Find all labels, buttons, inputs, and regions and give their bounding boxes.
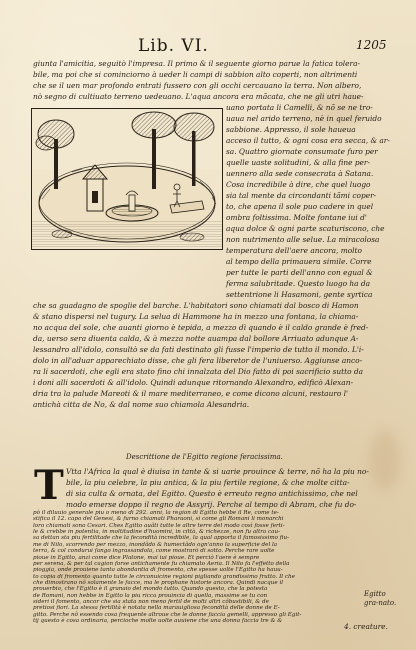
text-line: per tutte le parti dell'anno con egual &	[226, 268, 373, 277]
text-line: pretiosi fiori. La stessa fertilità è notata nella marauigliosa fecondità delle donne de E-	[33, 605, 280, 612]
text-line: pò il diluuio generale piu o meno di 292. anni, la region di Egitto hebbe il Re, come te-	[33, 510, 279, 516]
text-line: loro chiamati sono Cesari. Ches Egitto auãti tutte le altre terre del modo così fosse ferti-	[33, 522, 285, 529]
text-line: pioue in Egitto, anzi come dice Platone, mai iui pioue. Et perciò l'aere è sempre	[33, 554, 260, 561]
text-line: di sia culta & ornata, del Egitto. Questo è erreuto regno antichissimo, che nel	[66, 489, 358, 498]
text-line: che sa guadagno de spoglie del barche. L'habitatori sono chiamati dal bosco di Hamon	[33, 301, 359, 310]
text-line: pioggia, onde prouiene tanta abondantia di fromento, che spesse uolte l'Egitto ha hauu-	[33, 567, 283, 574]
folio-number: 1205	[356, 38, 387, 52]
text-line: acceso il tutto, & ogni cosa era secca, & ar-	[226, 136, 390, 145]
text-line: uennero alla sede consecrata à Satana.	[226, 169, 374, 178]
text-line: to copia di fromento quanto tutte le circonuicine regioni pigliando grandissimo frutto. Il che	[33, 573, 295, 580]
text-line: sia tal mente da circondanti tãmi coper-	[226, 191, 377, 200]
text-line: al tempo della primauera simile. Corre	[226, 257, 372, 266]
text-line: Vtta l'Africa la qual è diuisa in tante & si uarie prouince & terre, nõ ha la piu no-	[66, 467, 369, 476]
running-head: Lib. VI.	[138, 36, 209, 56]
text-line: bile, ma poi che si cominciorno à ueder li campi di sabbion alto coperti, non altrimenti	[33, 70, 358, 79]
marginal-note: Egitto gra-nato.	[364, 590, 397, 607]
text-line: non nutrimento alle selue. La miracolosa	[226, 235, 380, 244]
text-line: antichà citta de No, & dal nome suo chiamola Alesandria.	[33, 400, 250, 409]
text-line: Cosa incredibile à dire, che quel luogo	[226, 180, 371, 189]
woodcut-drawing	[32, 109, 222, 249]
text-line: gitto. Perche nõ essendo cosa frequente altroue che le donne faccia gemelli, appresso gli Egit-	[33, 611, 302, 618]
text-line: sa. Quattro giornate consumate furo per	[226, 147, 378, 156]
text-line: dria tra la palude Mareoti & il mare mediterraneo, e come dicono alcuni, restauro l'	[33, 389, 349, 398]
text-line: lessandro all'idolo, consultò se da fati destinato gli fusse l'imperio de tutto il mondo. L'i-	[33, 345, 364, 354]
text-line: bile, la piu celebre, la piu antica, & la piu fertile regione, & che molte citta-	[66, 478, 350, 487]
text-line: che dimostrano nõ solamente le facce, ma le prophane historie ancora. Quindi nacque il	[33, 579, 284, 586]
text-line: prouerbio, che l'Egitto è il granaio del mondo tutto. Quando questo, che la potesta	[33, 586, 268, 593]
text-line: tij questo è cosa ordinaria, percioche molte uolte auuiene che una donna faccia tre & &	[33, 618, 283, 624]
text-line: ombra foltissima. Molte fontane iui d'	[226, 213, 367, 222]
text-line: ferma salubritade. Questo luogo ha da	[226, 279, 371, 288]
text-line: to, che apena il sole puo cadere in quel	[226, 202, 374, 211]
text-line: modo emerse doppo il regno de Assyrij. Perche al tempo di Abram, che fu do-	[66, 500, 357, 509]
text-line: temperatura dell'aere ancora, molto	[226, 246, 362, 255]
text-line: settentrione li Hasamoni, gente syrtica	[226, 290, 373, 299]
text-line: nò segno di cultiuato terreno uedeuano. L'aqua ancora era mãcata, che ne gli utri haue-	[33, 92, 364, 101]
text-line: aqua dolce & ogni parte scaturiscono, che	[226, 224, 385, 233]
text-line: per serena, & per tal cagion forse antichamente fu chiamato Aeria. Il Nilo fa l'effetto della	[33, 560, 290, 567]
woodcut-illustration	[31, 108, 223, 250]
text-line: dolo in all'aduar apparechiato disse, che gli fera liberetor de l'uniuerso. Aggiunse anco-	[33, 356, 363, 365]
text-line: le & crebbe in potentia, in moltitudine d'huomini, in città, & richezze, non fu altra cau-	[33, 529, 280, 536]
text-line: che se il uen mar profondo entrati fussero con gli occhi cercauano la terra. Non albero,	[33, 81, 362, 90]
text-line: no acqua del sole, che auanti giorno è tepida, a mezzo dì quando è il caldo grande è fred-	[33, 323, 369, 332]
text-line: uano portata li Camelli, & nõ se ne tro-	[226, 103, 373, 112]
text-line: sabbione. Appresso, il sole haueua	[226, 125, 356, 134]
text-line: da, uerso sera diuenta calda, & à mezza notte auampa dal bollore Arriuato adunque A-	[33, 334, 359, 343]
text-line: terra, & col condurui fango ingrassandola, come mostrarò di sotto. Perche rare uolte	[33, 548, 275, 555]
section-subheading: Descrittione de l'Egitto regione feracissima.	[126, 453, 283, 461]
text-line: sideri il fomento, ancor che sia stata non meno fertil de molti altri cõbustibili, & de	[33, 598, 269, 605]
text-line: ra li sacerdoti, che egli era stato fino chi innalzata del Dio fatto di poi sacrificio sutto da	[33, 367, 364, 376]
text-line: uaua nel arido terreno, nè in quel feruido	[226, 114, 382, 123]
text-line: i doni alli sacerdoti & all'idolo. Quindi adunque ritornando Alexandro, edificò Alexan-	[33, 378, 353, 387]
drop-initial: T	[34, 462, 64, 509]
paper-stain	[370, 430, 400, 490]
catchword: 4. creature.	[344, 622, 388, 631]
text-line: giunta l'amicitia, seguitò l'impresa. Il primo & il seguente giorno parue la fatica tolera-	[33, 59, 360, 68]
text-line: de Romani, non hebbe in Egitto la piu ricca prouincia di quella, massime se tu con	[33, 592, 268, 599]
text-line: stifica il 12. capo del Genesi, & furno chiamati Pharaoni, si come gli Romani li monarchi	[33, 516, 284, 523]
text-line: quelle uaste solitudini, & alla fine per-	[226, 158, 370, 167]
text-line: me di Nilo, scorrendo per mezzo, inondãdo & humectãdo ogn'anno la superficie del la	[33, 541, 278, 548]
text-line: sa dettan sta piu fertilitade che la fecondità incredibile, la qual apporta il famosissimo fiu-	[33, 535, 290, 542]
text-line: & stano dispersi nel tugury. La selua di Hammone ha in mezzo una fontana, la chiama-	[33, 312, 359, 321]
